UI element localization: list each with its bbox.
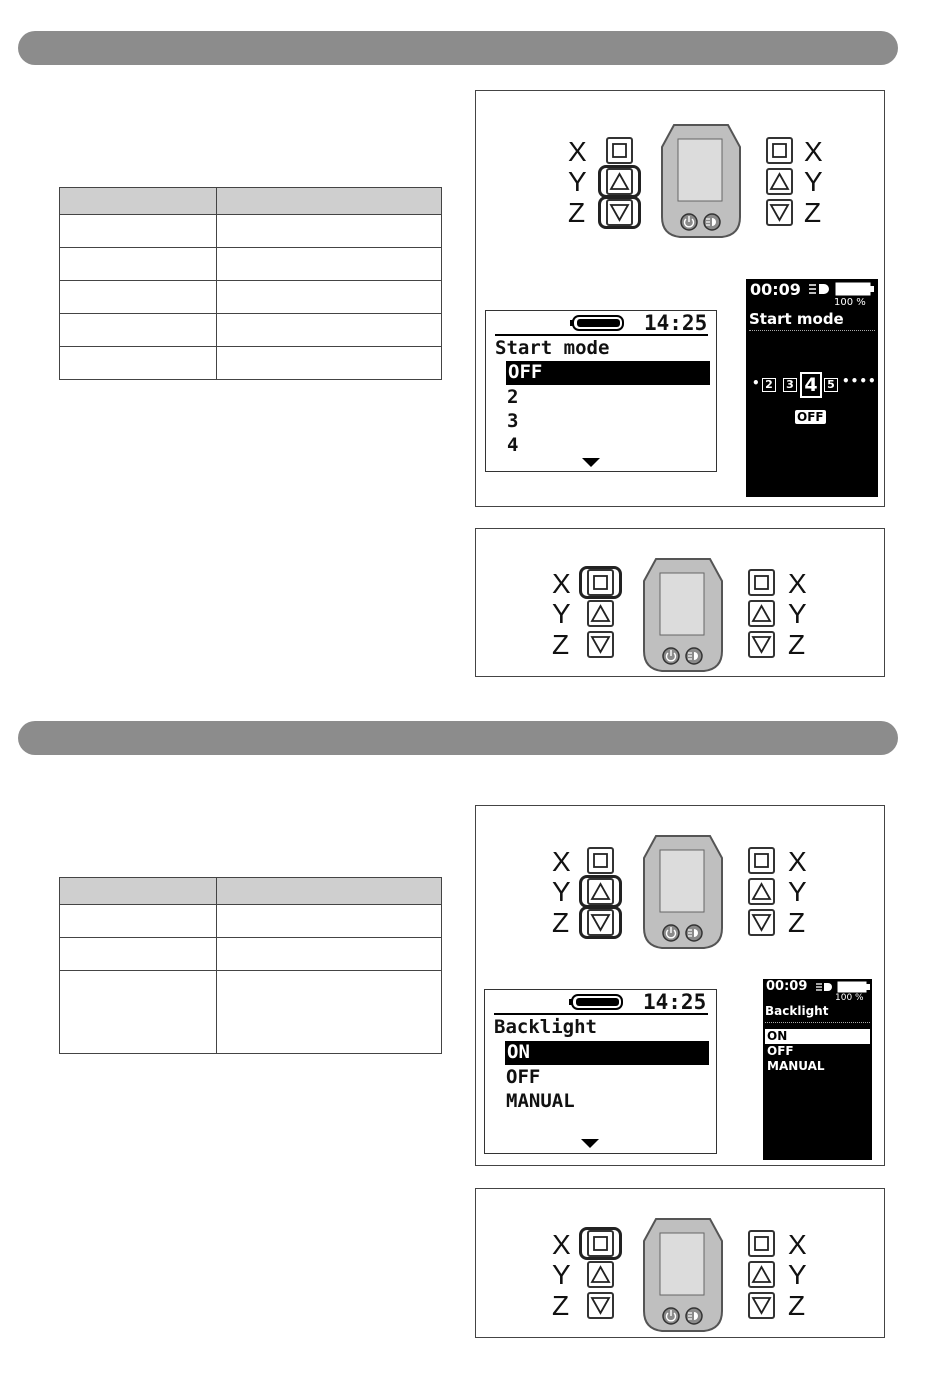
menu-title: Start mode — [495, 337, 610, 359]
menu-item[interactable]: 3 — [507, 410, 519, 432]
label-x-right: X — [788, 1229, 807, 1260]
table-header-row — [60, 878, 442, 905]
level-option-selected[interactable]: 4 — [800, 372, 822, 398]
confirm-figure-panel-2 — [475, 1188, 885, 1338]
left-y-button[interactable] — [606, 168, 633, 195]
battery-icon — [837, 981, 871, 993]
divider — [495, 334, 708, 336]
cycle-computer-device — [642, 557, 724, 673]
triangle-up-icon — [750, 880, 773, 903]
menu-item-selected[interactable]: ON — [505, 1041, 709, 1065]
table-row — [60, 314, 442, 347]
menu-item-selected[interactable]: OFF — [506, 361, 710, 385]
right-z-button[interactable] — [766, 199, 793, 226]
triangle-down-icon — [589, 633, 612, 656]
triangle-up-icon — [589, 602, 612, 625]
label-z-left: Z — [568, 197, 586, 228]
color-display — [746, 279, 895, 497]
power-icon — [663, 1308, 679, 1324]
table-row — [60, 347, 442, 380]
table-header-row — [60, 188, 442, 215]
right-y-button[interactable] — [748, 878, 775, 905]
right-z-button[interactable] — [748, 909, 775, 936]
left-z-button[interactable] — [587, 631, 614, 658]
square-icon — [608, 139, 631, 162]
label-y-right: Y — [804, 166, 823, 197]
triangle-up-icon — [589, 880, 612, 903]
label-y-left: Y — [568, 166, 587, 197]
label-x-left: X — [552, 568, 571, 599]
table-row — [60, 248, 442, 281]
triangle-up-icon — [589, 1263, 612, 1286]
level-option[interactable]: 2 — [762, 378, 776, 392]
monochrome-display — [484, 989, 717, 1154]
table-row — [60, 971, 442, 1054]
triangle-up-icon — [608, 170, 631, 193]
light-icon — [808, 283, 832, 295]
left-y-button[interactable] — [587, 600, 614, 627]
square-icon — [589, 1232, 612, 1255]
backlight-table — [59, 877, 442, 1054]
power-icon — [681, 214, 697, 230]
clock-readout: 14:25 — [643, 990, 707, 1014]
left-x-button[interactable] — [587, 847, 614, 874]
right-z-button[interactable] — [748, 631, 775, 658]
light-icon — [704, 214, 720, 230]
triangle-down-icon — [589, 911, 612, 934]
level-option[interactable]: 3 — [783, 378, 797, 392]
menu-title: Start mode — [749, 310, 844, 328]
menu-item[interactable]: MANUAL — [506, 1090, 575, 1112]
triangle-down-icon — [589, 1294, 612, 1317]
triangle-down-icon — [608, 201, 631, 224]
table-row — [60, 215, 442, 248]
label-y-left: Y — [552, 876, 571, 907]
label-x-right: X — [788, 568, 807, 599]
right-x-button[interactable] — [748, 847, 775, 874]
level-dot: • — [752, 376, 760, 390]
menu-item[interactable]: OFF — [506, 1066, 541, 1088]
cycle-computer-device — [660, 123, 742, 239]
state-badge: OFF — [797, 410, 824, 424]
battery-icon — [569, 994, 623, 1010]
start-mode-table — [59, 187, 442, 380]
right-x-button[interactable] — [748, 569, 775, 596]
cycle-computer-device — [642, 1217, 724, 1333]
light-icon — [686, 925, 702, 941]
menu-item[interactable]: MANUAL — [767, 1059, 825, 1073]
battery-icon — [835, 282, 875, 296]
light-icon — [686, 648, 702, 664]
menu-item[interactable]: 2 — [507, 386, 519, 408]
divider — [765, 1022, 870, 1023]
cycle-computer-device — [642, 834, 724, 950]
right-z-button[interactable] — [748, 1292, 775, 1319]
light-icon — [686, 1308, 702, 1324]
label-z-left: Z — [552, 907, 570, 938]
triangle-up-icon — [768, 170, 791, 193]
light-icon — [815, 982, 835, 992]
square-icon — [750, 1232, 773, 1255]
table-row — [60, 281, 442, 314]
label-x-left: X — [568, 136, 587, 167]
label-y-right: Y — [788, 598, 807, 629]
scroll-down-arrow-icon — [582, 458, 600, 468]
menu-item[interactable]: OFF — [767, 1044, 794, 1058]
label-y-right: Y — [788, 1259, 807, 1290]
time-readout: 00:09 — [766, 979, 808, 994]
label-z-right: Z — [788, 1290, 806, 1321]
monochrome-display — [485, 310, 717, 472]
battery-icon — [570, 315, 624, 331]
triangle-down-icon — [750, 911, 773, 934]
label-x-right: X — [804, 136, 823, 167]
right-y-button[interactable] — [748, 600, 775, 627]
left-y-button[interactable] — [587, 1261, 614, 1288]
square-icon — [750, 571, 773, 594]
label-y-left: Y — [552, 598, 571, 629]
label-x-left: X — [552, 1229, 571, 1260]
label-z-right: Z — [788, 629, 806, 660]
start-mode-figure-panel — [475, 90, 895, 507]
confirm-figure-panel-1 — [475, 528, 885, 677]
triangle-down-icon — [768, 201, 791, 224]
time-readout: 00:09 — [750, 280, 801, 299]
right-x-button[interactable] — [748, 1230, 775, 1257]
battery-percent: 100 % — [835, 993, 864, 1003]
square-icon — [589, 849, 612, 872]
left-x-button[interactable] — [587, 569, 614, 596]
left-z-button[interactable] — [606, 199, 633, 226]
label-z-right: Z — [788, 907, 806, 938]
power-icon — [663, 925, 679, 941]
square-icon — [768, 139, 791, 162]
table-row — [60, 938, 442, 971]
backlight-figure-panel — [475, 805, 885, 1166]
left-x-button[interactable] — [606, 137, 633, 164]
color-display — [763, 979, 872, 1160]
left-y-button[interactable] — [587, 878, 614, 905]
left-z-button[interactable] — [587, 1292, 614, 1319]
menu-item[interactable]: 4 — [507, 434, 519, 456]
triangle-down-icon — [750, 633, 773, 656]
right-x-button[interactable] — [766, 137, 793, 164]
more-levels-dots: •••••• — [842, 374, 895, 388]
level-option[interactable]: 5 — [824, 378, 838, 392]
label-x-left: X — [552, 846, 571, 877]
label-z-left: Z — [552, 1290, 570, 1321]
table-row — [60, 905, 442, 938]
power-icon — [663, 648, 679, 664]
label-y-right: Y — [788, 876, 807, 907]
clock-readout: 14:25 — [644, 311, 708, 335]
square-icon — [589, 571, 612, 594]
divider — [749, 330, 875, 331]
label-y-left: Y — [552, 1259, 571, 1290]
triangle-up-icon — [750, 1263, 773, 1286]
label-z-right: Z — [804, 197, 822, 228]
section-header-bar-1 — [18, 31, 898, 65]
right-y-button[interactable] — [748, 1261, 775, 1288]
label-x-right: X — [788, 846, 807, 877]
square-icon — [750, 849, 773, 872]
right-y-button[interactable] — [766, 168, 793, 195]
battery-percent: 100 % — [834, 297, 866, 308]
triangle-down-icon — [750, 1294, 773, 1317]
triangle-up-icon — [750, 602, 773, 625]
left-x-button[interactable] — [587, 1230, 614, 1257]
menu-title: Backlight — [765, 1004, 829, 1018]
menu-item-selected[interactable]: ON — [765, 1029, 870, 1044]
label-z-left: Z — [552, 629, 570, 660]
scroll-down-arrow-icon — [581, 1139, 599, 1149]
divider — [494, 1013, 708, 1015]
section-header-bar-2 — [18, 721, 898, 755]
left-z-button[interactable] — [587, 909, 614, 936]
menu-title: Backlight — [494, 1016, 597, 1038]
